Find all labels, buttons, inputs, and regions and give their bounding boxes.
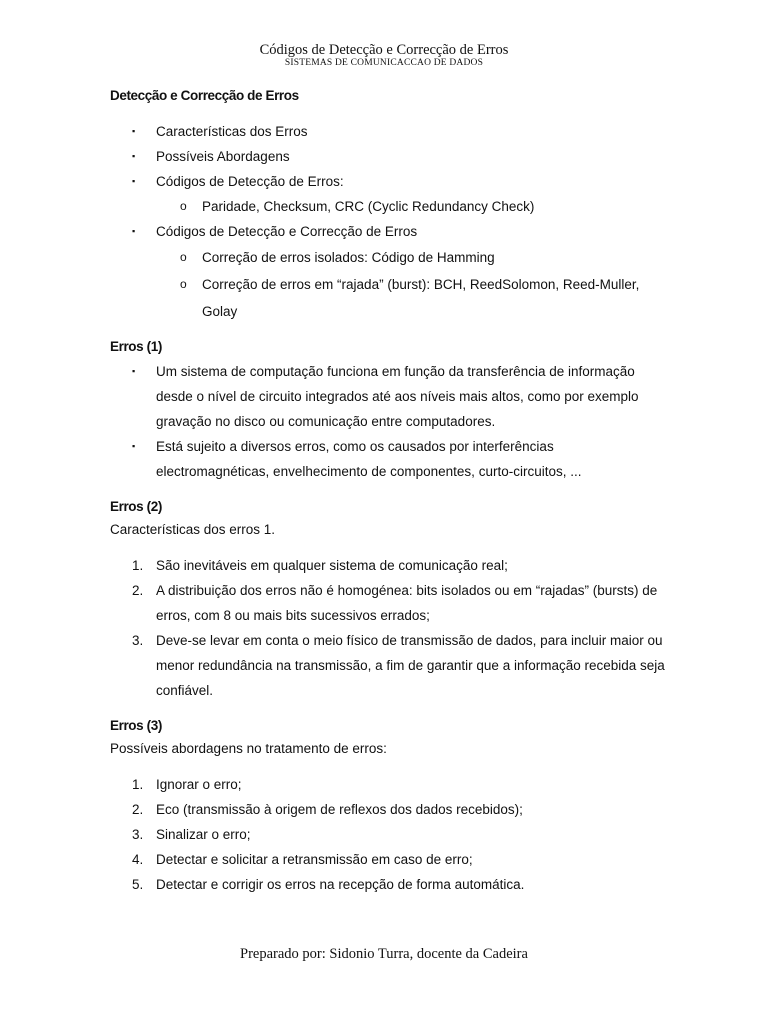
number-marker: 4. — [132, 852, 144, 867]
erros-3-intro: Possíveis abordagens no tratamento de erros: — [110, 741, 387, 756]
sub-list-item: o Correção de erros em “rajada” (burst): BCH, ReedSolomon, Reed-Muller, Golay — [110, 271, 670, 325]
section-heading-erros-3: Erros (3) — [110, 718, 162, 733]
list-item: 4. Detectar e solicitar a retransmissão em caso de erro; — [110, 847, 670, 872]
number-marker: 3. — [132, 827, 144, 842]
number-marker: 2. — [132, 802, 144, 817]
number-marker: 2. — [132, 583, 144, 598]
sub-bullet-marker: o — [180, 277, 187, 291]
list-item: ▪ Códigos de Detecção e Correcção de Erros — [110, 219, 670, 244]
list-item: ▪ Um sistema de computação funciona em função da transferência de informação desde o nível de circuito integrados até aos níveis mais altos, como por exemplo gravação no disco ou comunicação entre computadores. — [110, 359, 670, 434]
section-heading-erros-2: Erros (2) — [110, 499, 162, 514]
number-marker: 1. — [132, 777, 144, 792]
list-item: ▪ Possíveis Abordagens — [110, 144, 670, 169]
number-marker: 5. — [132, 877, 144, 892]
list-item: 3. Sinalizar o erro; — [110, 822, 670, 847]
list-item: 3. Deve-se levar em conta o meio físico de transmissão de dados, para incluir maior ou menor redundância na transmissão, a fim de garantir que a informação recebida seja confiável. — [110, 628, 670, 703]
number-marker: 3. — [132, 633, 144, 648]
erros-2-list — [110, 553, 670, 703]
section-heading-intro: Detecção e Correcção de Erros — [110, 88, 299, 103]
sub-bullet-marker: o — [180, 250, 187, 264]
section-heading-erros-1: Erros (1) — [110, 339, 162, 354]
list-item: 1. Ignorar o erro; — [110, 772, 670, 797]
bullet-marker: ▪ — [132, 176, 136, 186]
erros-2-intro: Características dos erros 1. — [110, 522, 276, 537]
list-item: 2. A distribuição dos erros não é homogénea: bits isolados ou em “rajadas” (bursts) de erros, com 8 ou mais bits sucessivos errados; — [110, 578, 670, 628]
page-footer: Preparado por: Sidonio Turra, docente da Cadeira — [240, 946, 528, 962]
list-item: 1. São inevitáveis em qualquer sistema de comunicação real; — [110, 553, 670, 578]
sub-list-item: o Paridade, Checksum, CRC (Cyclic Redundancy Check) — [110, 194, 670, 219]
list-item: ▪ Códigos de Detecção de Erros: — [110, 169, 670, 194]
bullet-marker: ▪ — [132, 126, 136, 136]
bullet-marker: ▪ — [132, 151, 136, 161]
erros-1-list — [110, 359, 670, 484]
bullet-marker: ▪ — [132, 366, 136, 376]
sub-list-item: o Correção de erros isolados: Código de Hamming — [110, 244, 670, 271]
intro-list — [110, 119, 670, 325]
erros-3-list — [110, 772, 670, 897]
list-item: 2. Eco (transmissão à origem de reflexos dos dados recebidos); — [110, 797, 670, 822]
bullet-marker: ▪ — [132, 441, 136, 451]
list-item: ▪ Está sujeito a diversos erros, como os causados por interferências electromagnéticas, envelhecimento de componentes, curto-circuitos, ... — [110, 434, 670, 484]
list-item: ▪ Características dos Erros — [110, 119, 670, 144]
bullet-marker: ▪ — [132, 226, 136, 236]
number-marker: 1. — [132, 558, 144, 573]
document-body — [110, 86, 670, 897]
sub-bullet-marker: o — [180, 199, 187, 213]
page-header — [0, 42, 768, 69]
list-item: 5. Detectar e corrigir os erros na recepção de forma automática. — [110, 872, 670, 897]
header-subtitle: SISTEMAS DE COMUNICACCAO DE DADOS — [284, 58, 484, 68]
header-title: Códigos de Detecção e Correcção de Erros — [259, 42, 509, 58]
